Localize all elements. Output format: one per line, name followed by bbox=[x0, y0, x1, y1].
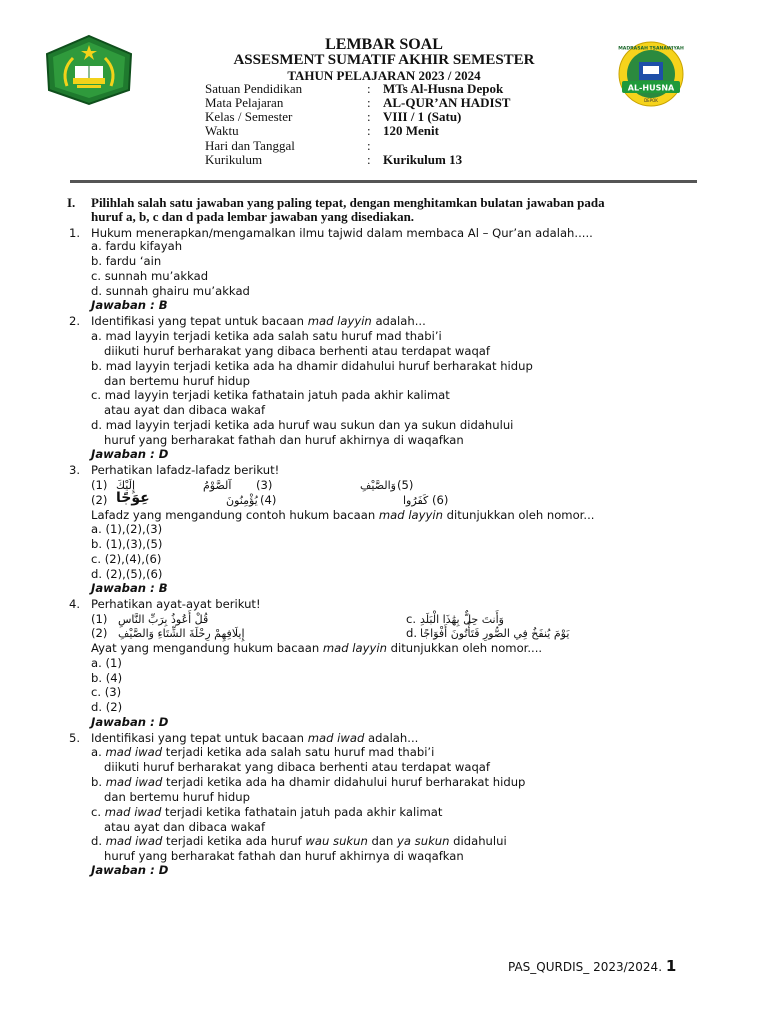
question-text-2: Ayat yang mengandung hukum bacaan mad layyin ditunjukkan oleh nomor.... bbox=[91, 641, 543, 655]
arabic-word: يُؤْمِنُونَ bbox=[226, 494, 258, 507]
arabic-verse: قُلْ أَعُوذُ بِرَبِّ النَّاسِ bbox=[118, 613, 209, 626]
arabic-word: إِلَيْكَ bbox=[116, 479, 135, 492]
info-colon: : bbox=[367, 123, 371, 138]
info-label: Kelas / Semester bbox=[205, 109, 293, 124]
option-a: a. mad iwad terjadi ketika ada salah satu huruf mad thabi’i bbox=[91, 745, 435, 759]
question-text: Perhatikan ayat-ayat berikut! bbox=[91, 597, 261, 611]
option-d-cont: huruf yang berharakat fathah dan huruf akhirnya di waqafkan bbox=[104, 849, 464, 863]
header-divider bbox=[70, 180, 697, 183]
info-label: Mata Pelajaran bbox=[205, 95, 284, 110]
info-colon: : bbox=[367, 81, 371, 96]
question-number: 4. bbox=[69, 597, 81, 611]
arabic-word: آلصَّوْمُ bbox=[203, 479, 232, 492]
logo-city-text: DEPOK bbox=[644, 98, 658, 103]
answer-key: Jawaban : D bbox=[91, 447, 169, 461]
answer-key: Jawaban : B bbox=[91, 581, 168, 595]
option-a-cont: diikuti huruf berharakat yang dibaca berhenti atau terdapat waqaf bbox=[104, 760, 490, 774]
doc-subtitle: ASSESMENT SUMATIF AKHIR SEMESTER bbox=[233, 52, 535, 68]
info-value: 120 Menit bbox=[383, 123, 439, 138]
question-text-2: Lafadz yang mengandung contoh hukum bacaan mad layyin ditunjukkan oleh nomor... bbox=[91, 508, 595, 522]
section-instruction-line1: Pilihlah salah satu jawaban yang paling tepat, dengan menghitamkan bulatan jawaban pada bbox=[91, 195, 605, 210]
question-number: 2. bbox=[69, 314, 81, 328]
question-text: Identifikasi yang tepat untuk bacaan mad iwad adalah... bbox=[91, 731, 419, 745]
item-number: (2) bbox=[91, 626, 108, 640]
item-number: (1) bbox=[91, 612, 108, 626]
answer-key: Jawaban : D bbox=[91, 863, 169, 877]
question-text: Identifikasi yang tepat untuk bacaan mad layyin adalah... bbox=[91, 314, 426, 328]
arabic-verse: إِيلَافِهِمْ رِحْلَةَ الشِّتَاءِ وَالصَّيْفِ bbox=[118, 627, 245, 640]
arabic-verse: يَوْمَ يُنفَخُ فِي الصُّورِ فَتَأْتُونَ أَفْوَاجًا bbox=[420, 627, 570, 640]
option-d: d. (2),(5),(6) bbox=[91, 567, 163, 581]
answer-key: Jawaban : D bbox=[91, 715, 169, 729]
option-b: b. fardu ‘ain bbox=[91, 254, 162, 268]
item-number: d. bbox=[406, 626, 418, 640]
arabic-word: عِوَجًا bbox=[116, 490, 150, 506]
info-value: VIII / 1 (Satu) bbox=[383, 109, 462, 124]
item-number: (3) bbox=[256, 478, 273, 492]
option-b: b. (4) bbox=[91, 671, 123, 685]
option-d: d. sunnah ghairu mu’akkad bbox=[91, 284, 250, 298]
option-a: a. (1) bbox=[91, 656, 122, 670]
item-number: c. bbox=[406, 612, 417, 626]
question-text: Perhatikan lafadz-lafadz berikut! bbox=[91, 463, 280, 477]
item-number: (4) bbox=[260, 493, 277, 507]
option-c-cont: atau ayat dan dibaca wakaf bbox=[104, 820, 266, 834]
option-c: c. mad iwad terjadi ketika fathatain jatuh pada akhir kalimat bbox=[91, 805, 443, 819]
info-value: AL-QUR’AN HADIST bbox=[383, 95, 511, 110]
option-d: d. (2) bbox=[91, 700, 123, 714]
item-number: (6) bbox=[432, 493, 449, 507]
info-label: Waktu bbox=[205, 123, 239, 138]
question-number: 5. bbox=[69, 731, 81, 745]
item-number: (2) bbox=[91, 493, 108, 507]
option-b: b. mad iwad terjadi ketika ada ha dhamir didahului huruf berharakat hidup bbox=[91, 775, 526, 789]
question-number: 3. bbox=[69, 463, 81, 477]
info-value: Kurikulum 13 bbox=[383, 152, 463, 167]
option-a: a. (1),(2),(3) bbox=[91, 522, 163, 536]
question-number: 1. bbox=[69, 226, 81, 240]
option-c-cont: atau ayat dan dibaca wakaf bbox=[104, 403, 266, 417]
option-b: b. mad layyin terjadi ketika ada ha dhamir didahului huruf berharakat hidup bbox=[91, 359, 533, 373]
doc-year: TAHUN PELAJARAN 2023 / 2024 bbox=[287, 68, 481, 83]
option-a-cont: diikuti huruf berharakat yang dibaca berhenti atau terdapat waqaf bbox=[104, 344, 490, 358]
info-colon: : bbox=[367, 152, 371, 167]
arabic-word: وَالصَّيْفِ bbox=[360, 479, 396, 492]
option-b-cont: dan bertemu huruf hidup bbox=[104, 790, 250, 804]
info-colon: : bbox=[367, 95, 371, 110]
question-text: Hukum menerapkan/mengamalkan ilmu tajwid dalam membaca Al – Qur’an adalah..... bbox=[91, 226, 593, 240]
item-number: (5) bbox=[397, 478, 414, 492]
option-b: b. (1),(3),(5) bbox=[91, 537, 163, 551]
option-c: c. sunnah mu’akkad bbox=[91, 269, 209, 283]
option-c: c. (2),(4),(6) bbox=[91, 552, 162, 566]
option-c: c. mad layyin terjadi ketika fathatain jatuh pada akhir kalimat bbox=[91, 388, 450, 402]
info-label: Satuan Pendidikan bbox=[205, 81, 303, 96]
section-numeral: I. bbox=[67, 195, 76, 210]
option-d-cont: huruf yang berharakat fathah dan huruf akhirnya di waqafkan bbox=[104, 433, 464, 447]
info-value: MTs Al-Husna Depok bbox=[383, 81, 504, 96]
section-instruction-line2: huruf a, b, c dan d pada lembar jawaban yang disediakan. bbox=[91, 209, 415, 224]
answer-key: Jawaban : B bbox=[91, 298, 168, 312]
option-d: d. mad iwad terjadi ketika ada huruf wau sukun dan ya sukun didahului bbox=[91, 834, 507, 848]
page-footer bbox=[508, 957, 676, 975]
option-c: c. (3) bbox=[91, 685, 122, 699]
doc-title: LEMBAR SOAL bbox=[325, 36, 443, 53]
option-a: a. mad layyin terjadi ketika ada salah satu huruf mad thabi’i bbox=[91, 329, 442, 343]
option-a: a. fardu kifayah bbox=[91, 239, 183, 253]
arabic-verse: وَأَنتَ حِلٌّ بِهَٰذَا الْبَلَدِ bbox=[420, 613, 504, 626]
info-colon: : bbox=[367, 109, 371, 124]
page-number: 1 bbox=[665, 957, 677, 975]
option-b-cont: dan bertemu huruf hidup bbox=[104, 374, 250, 388]
info-colon: : bbox=[367, 138, 371, 153]
info-label: Hari dan Tanggal bbox=[205, 138, 295, 153]
option-d: d. mad layyin terjadi ketika ada huruf wau sukun dan ya sukun didahului bbox=[91, 418, 514, 432]
logo-arc-text: MADRASAH TSANAWIYAH bbox=[618, 46, 684, 52]
info-label: Kurikulum bbox=[205, 152, 263, 167]
item-number: (1) bbox=[91, 478, 108, 492]
logo-banner-text: AL-HUSNA bbox=[627, 83, 675, 93]
footer-text: PAS_QURDIS_ 2023/2024. bbox=[508, 960, 663, 974]
arabic-word: كَفَرُوا bbox=[403, 494, 429, 507]
